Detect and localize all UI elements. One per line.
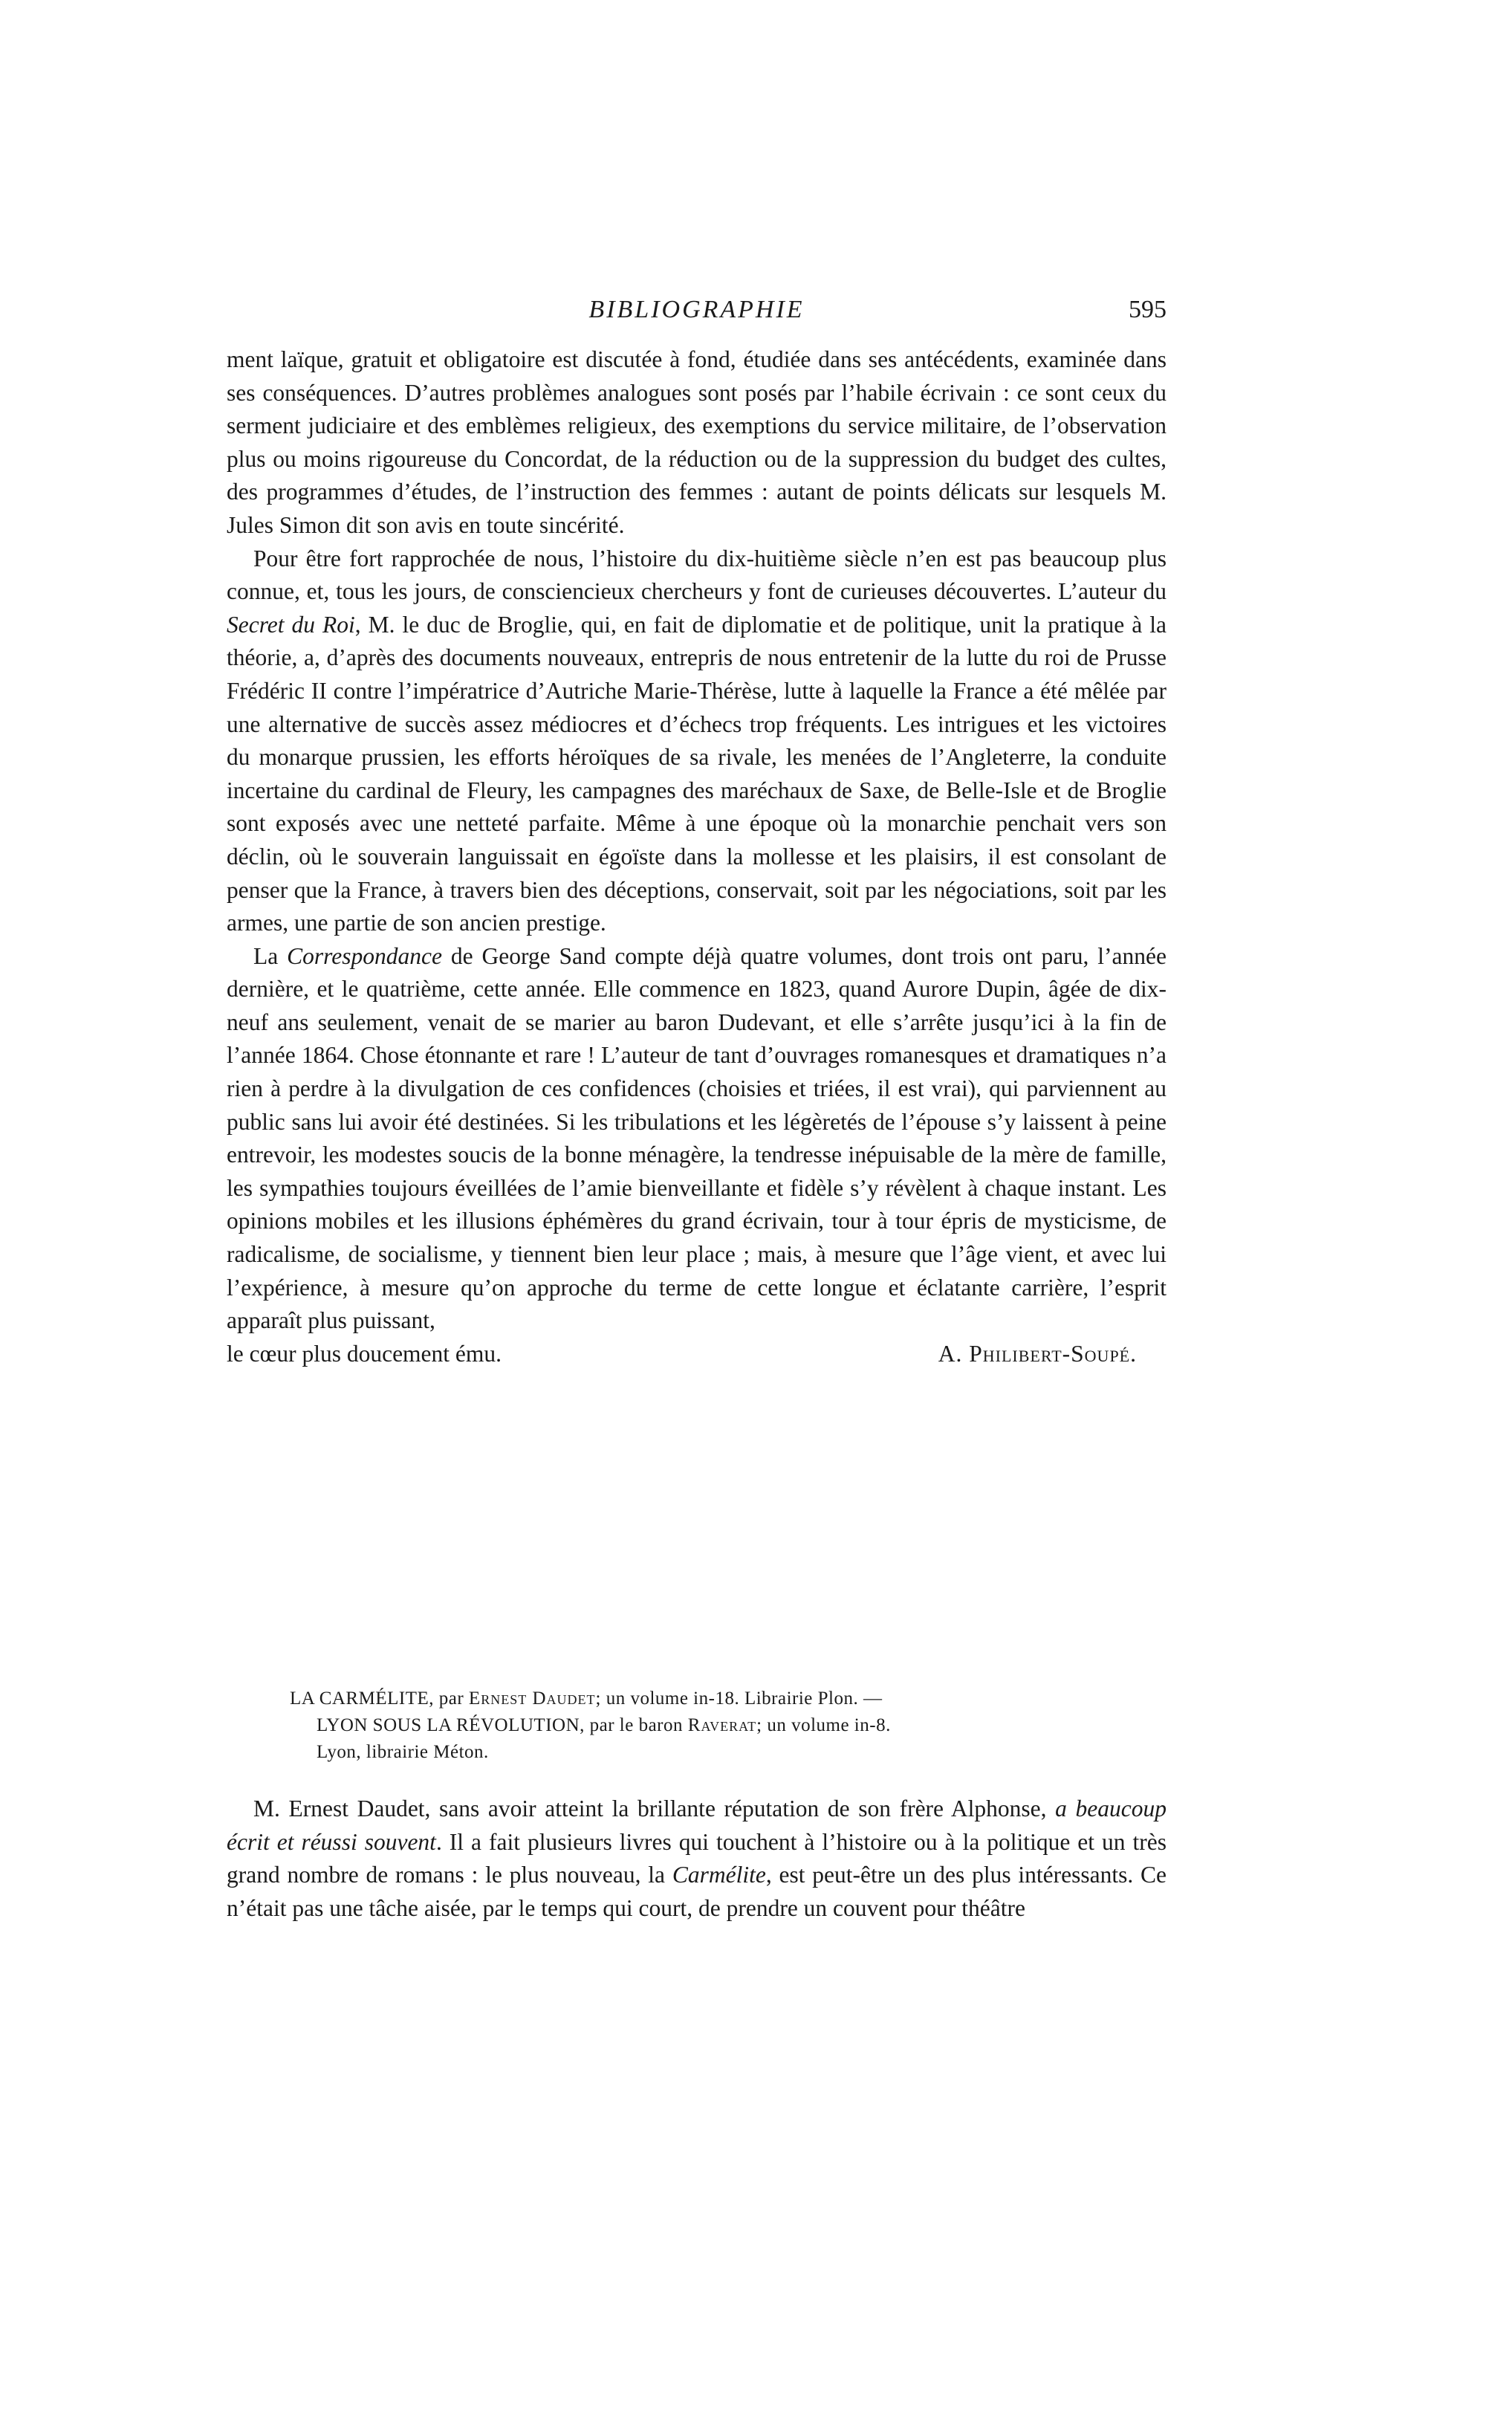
main-text — [227, 343, 1167, 1370]
emphasis: a beaucoup écrit et réussi souvent — [227, 1796, 1167, 1855]
running-header — [227, 296, 1167, 340]
text-span: , M. le duc de Broglie, qui, en fait de diplomatie et de politique, unit la pratique à la théorie, a, d’après des documents nouveaux, entrepris de nous entretenir de la lutte du roi de Prusse Frédéric II contre l’impératrice d’Autriche Marie-Thérèse, lutte à laquelle la France a été mêlée par une alternative de succès assez médiocres et d’échecs trop fréquents. Les intrigues et les victoires du monarque prussien, les efforts héroïques de sa rivale, les menées de l’Angleterre, la conduite incertaine du cardinal de Fleury, les campagnes des maréchaux de Saxe, de Belle-Isle et de Broglie sont exposés avec une netteté parfaite. Même à une époque où la monarchie penchait vers son déclin, où le souverain languissait en égoïste dans la mollesse et les plaisirs, il est consolant de penser que la France, à travers bien des déceptions, conservait, soit par les négociations, soit par les armes, une partie de son ancien prestige. — [227, 611, 1167, 936]
text-span: ; un volume in-8. — [756, 1715, 891, 1735]
author-name: Ernest Daudet — [468, 1688, 596, 1709]
text-span: , est peut-être un des plus intéressants. Ce n’était pas une tâche aisée, par le temps qui court, de prendre un couvent pour théâtre — [227, 1862, 1167, 1921]
paragraph-daudet — [227, 1793, 1167, 1925]
paragraph-broglie — [227, 543, 1167, 940]
text-span: . Il a fait plusieurs livres qui touchent à l’histoire ou à la politique et un très grand nombre de romans : le plus nouveau, la — [227, 1828, 1167, 1888]
text-span: Pour être fort rapprochée de nous, l’histoire du dix-huitième siècle n’en est pas beaucoup plus connue, et, tous les jours, de consciencieux chercheurs y font de curieuses découvertes. L’auteur du — [227, 545, 1167, 605]
review-text — [227, 1793, 1167, 1925]
review-heading — [290, 1686, 1129, 1766]
review-heading-line — [290, 1712, 1129, 1739]
text-span: LA CARMÉLITE, par — [290, 1688, 469, 1709]
review-heading-line: Lyon, librairie Méton. — [317, 1742, 489, 1762]
book-title-carmelite: Carmélite — [672, 1862, 766, 1888]
author-signature: A. Philibert-Soupé. — [938, 1340, 1137, 1367]
text-span: La — [253, 942, 288, 969]
text-span: M. Ernest Daudet, sans avoir atteint la brillante réputation de son frère Alphonse, — [253, 1796, 1056, 1822]
book-title-secret-du-roi: Secret du Roi — [227, 611, 355, 638]
running-title: BIBLIOGRAPHIE — [588, 296, 805, 323]
paragraph-jules-simon: ment laïque, gratuit et obligatoire est discutée à fond, étudiée dans ses antécédents, examinée dans ses conséquences. D’autres problèmes analogues sont posés par l’habile écrivain : ce sont ceux du serment judiciaire et des emblèmes religieux, des exemptions du service militaire, de l’observation plus ou moins rigoureuse du Concordat, de la réduction ou de la suppression du budget des cultes, des programmes d’études, de l’instruction des femmes : autant de points délicats sur lesquels M. Jules Simon dit son avis en toute sincérité. — [227, 346, 1167, 538]
review-heading-line — [290, 1686, 1129, 1712]
paragraph-george-sand — [227, 940, 1167, 1338]
text-span: LYON SOUS LA RÉVOLUTION, par le baron — [317, 1715, 688, 1735]
text-span: de George Sand compte déjà quatre volumes, dont trois ont paru, l’année dernière, et le quatrième, cette année. Elle commence en 1823, quand Aurore Dupin, âgée de dix-neuf ans seulement, venait de se marier au baron Dudevant, et elle s’arrête jusqu’ici à la fin de l’année 1864. Chose étonnante et rare ! L’auteur de tant d’ouvrages romanesques et dramatiques n’a rien à perdre à la divulgation de ces confidences (choisies et triées, il est vrai), qui parviennent au public sans lui avoir été destinées. Si les tribulations et les légèretés de l’épouse s’y laissent à peine entrevoir, les modestes soucis de la bonne ménagère, la tendresse inépuisable de la mère de famille, les sympathies toujours éveillées de l’amie bienveillante et fidèle s’y révèlent à chaque instant. Les opinions mobiles et les illusions éphémères du grand écrivain, tour à tour épris de mysticisme, de radicalisme, de socialisme, y tiennent bien leur place ; mais, à mesure que l’âge vient, et avec lui l’expérience, à mesure qu’on approche du terme de cette longue et éclatante carrière, l’esprit apparaît plus puissant, — [227, 942, 1167, 1334]
book-title-correspondance: Correspondance — [287, 942, 442, 969]
text-span: ; un volume in-18. Librairie Plon. — — [595, 1688, 883, 1709]
closing-text: le cœur plus doucement ému. — [227, 1340, 502, 1367]
signature-line — [227, 1338, 1167, 1371]
author-name: Raverat — [687, 1715, 757, 1735]
page-number: 595 — [1129, 296, 1167, 323]
